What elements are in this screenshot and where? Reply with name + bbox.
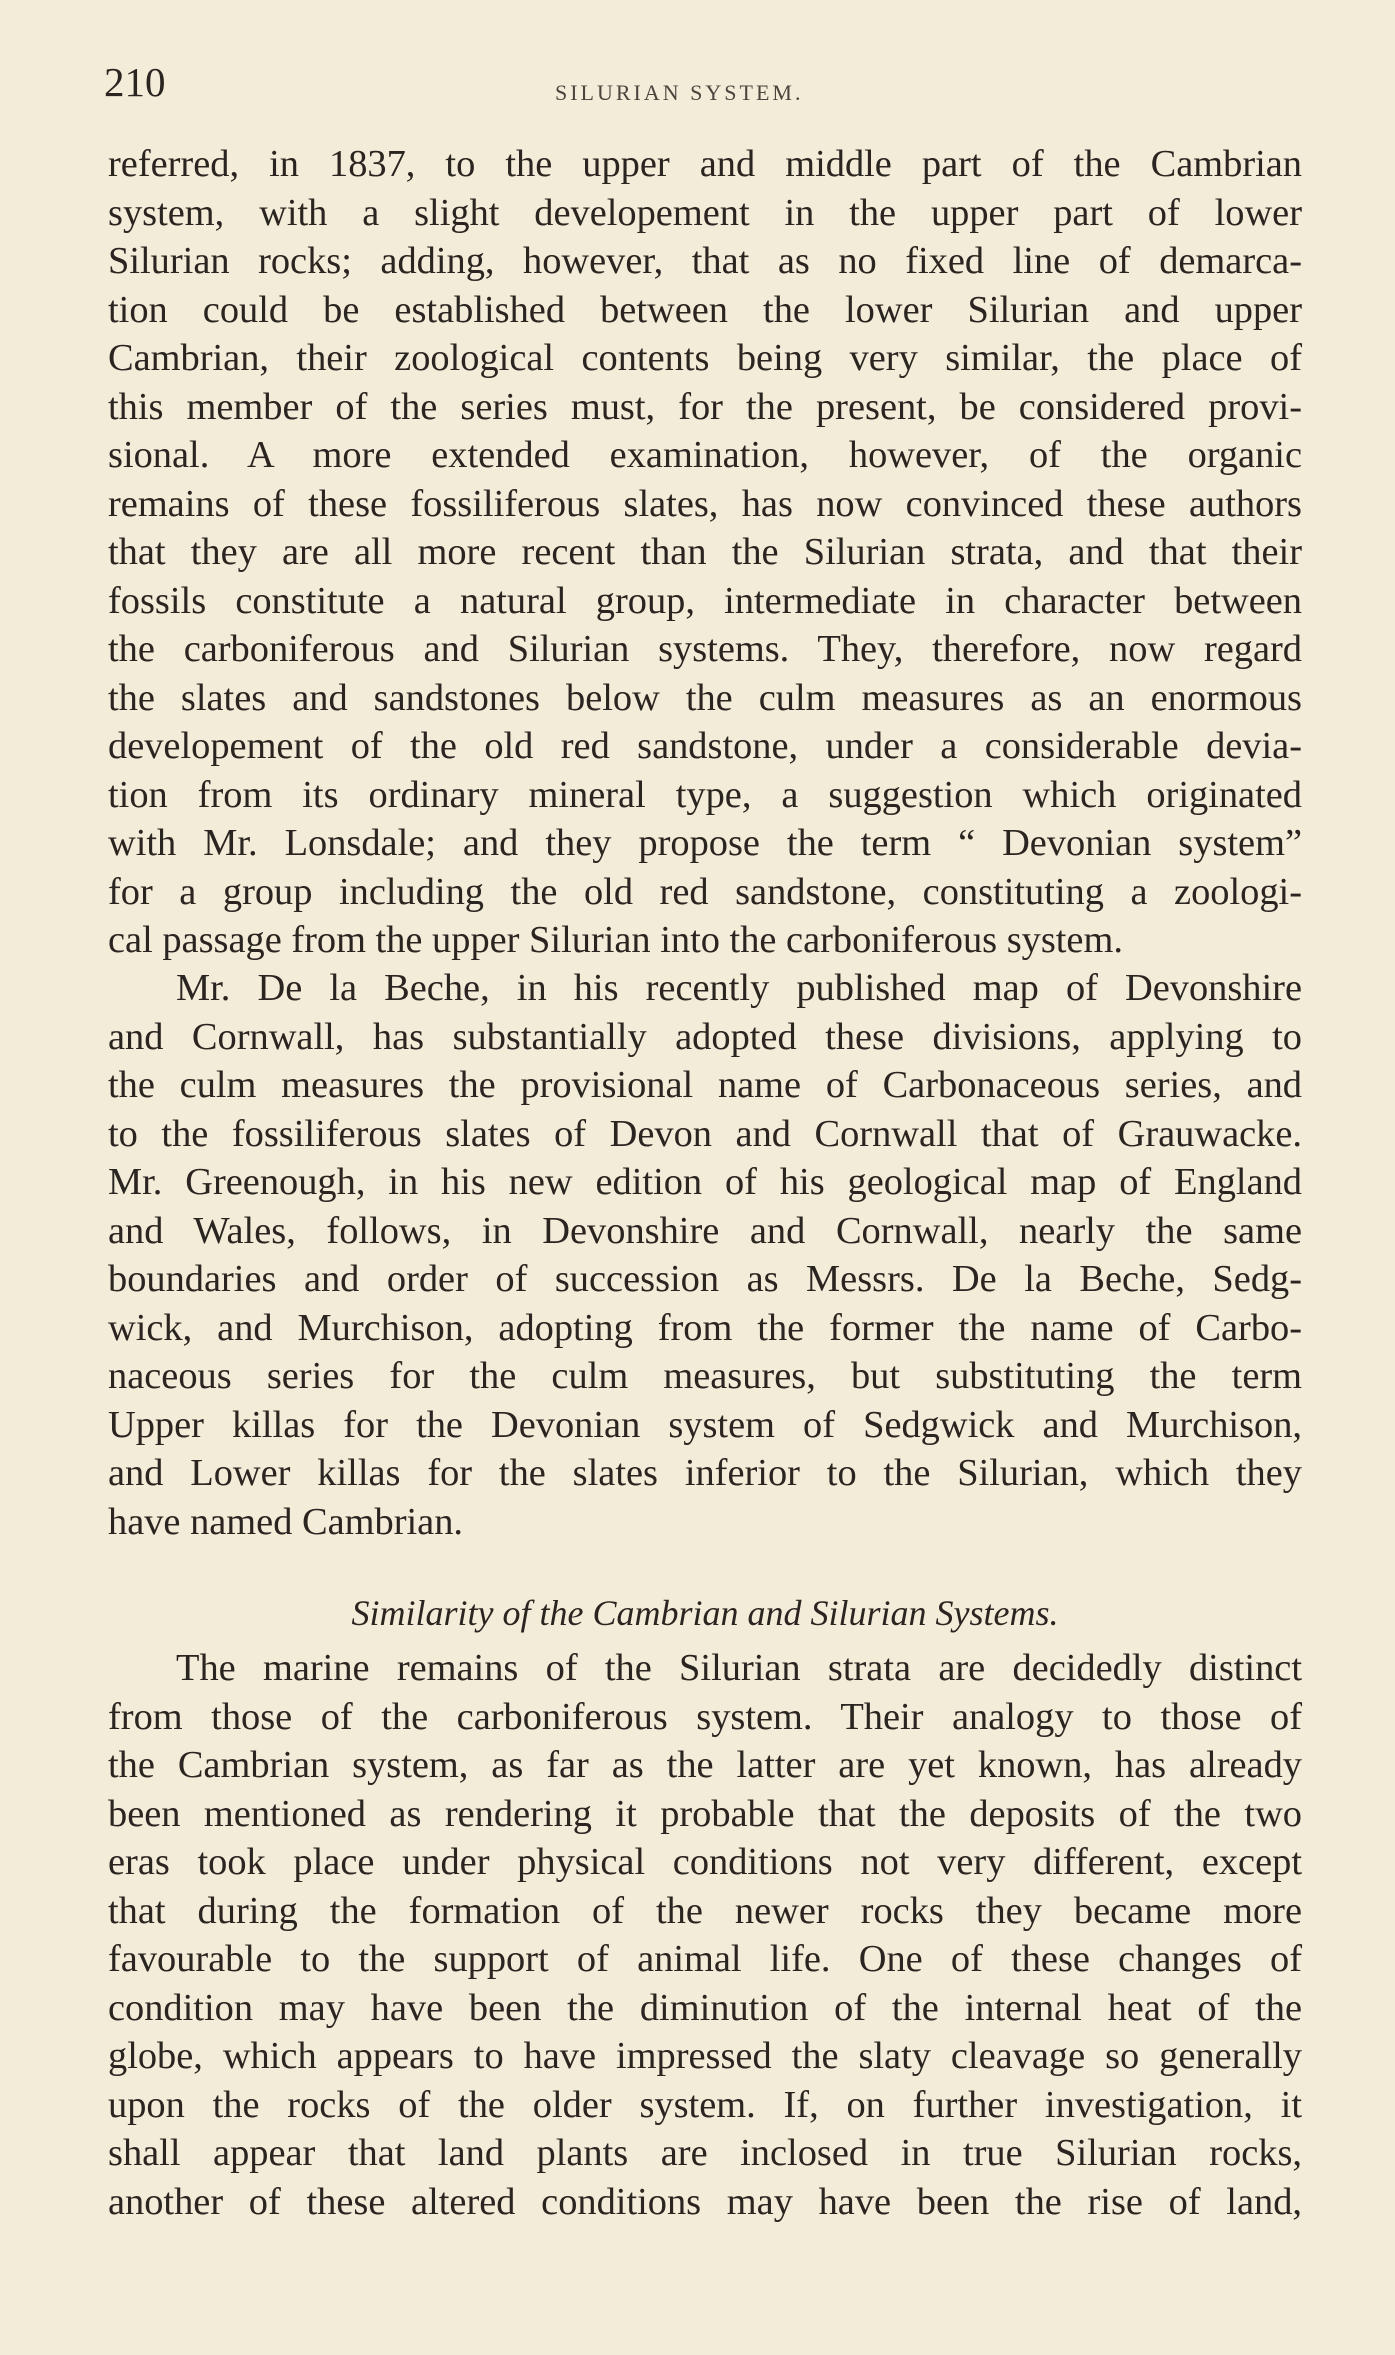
text-line: and Lower killas for the slates inferior to the Silurian, which they [108, 1452, 1302, 1494]
text-line: fossils constitute a natural group, intermediate in character between [108, 579, 1302, 622]
text-line: for a group including the old red sandstone, constituting a zoologi- [108, 870, 1302, 913]
text-line: Cambrian, their zoological contents being very similar, the place of [108, 337, 1302, 379]
text-line: developement of the old red sandstone, under a considerable devia- [108, 725, 1302, 767]
text-line: that during the formation of the newer rocks they became more [108, 1889, 1302, 1932]
text-line: boundaries and order of succession as Messrs. De la Beche, Sedg- [108, 1258, 1302, 1300]
text-line: tion could be established between the lower Silurian and upper [108, 288, 1302, 331]
section-heading: Similarity of the Cambrian and Silurian Systems. [351, 1593, 1059, 1633]
text-line: naceous series for the culm measures, but substituting the term [108, 1355, 1302, 1397]
text-line: the carboniferous and Silurian systems. They, therefore, now regard [108, 628, 1302, 670]
text-line: the culm measures the provisional name of Carbonaceous series, and [108, 1064, 1302, 1106]
text-line: wick, and Murchison, adopting from the former the name of Carbo- [108, 1306, 1302, 1349]
text-line: The marine remains of the Silurian strata are decidedly distinct [176, 1647, 1302, 1689]
running-head: SILURIAN SYSTEM. [555, 80, 804, 105]
text-line: have named Cambrian. [108, 1500, 463, 1543]
paragraph-2 [108, 964, 1302, 1546]
text-line: globe, which appears to have impressed the slaty cleavage so generally [108, 2035, 1302, 2077]
text-line: cal passage from the upper Silurian into the carboniferous system. [108, 919, 1123, 961]
text-line: remains of these fossiliferous slates, has now convinced these authors [108, 482, 1302, 525]
text-line: the Cambrian system, as far as the latter are yet known, has already [108, 1744, 1302, 1786]
text-line: upon the rocks of the older system. If, on further investigation, it [108, 2083, 1302, 2126]
text-line: and Wales, follows, in Devonshire and Cornwall, nearly the same [108, 1209, 1302, 1252]
text-line: system, with a slight developement in the upper part of lower [108, 191, 1302, 234]
text-line: sional. A more extended examination, however, of the organic [108, 434, 1302, 476]
page-header [104, 58, 1302, 108]
text-line: referred, in 1837, to the upper and middle part of the Cambrian [108, 143, 1302, 185]
text-line: with Mr. Lonsdale; and they propose the term “ Devonian system” [108, 822, 1302, 864]
paragraph-3 [108, 1644, 1302, 2226]
text-line: tion from its ordinary mineral type, a suggestion which originated [108, 773, 1302, 816]
text-line: Mr. De la Beche, in his recently published map of Devonshire [176, 967, 1302, 1009]
text-line: and Cornwall, has substantially adopted these divisions, applying to [108, 1015, 1302, 1058]
text-line: the slates and sandstones below the culm measures as an enormous [108, 676, 1302, 719]
text-line: to the fossiliferous slates of Devon and Cornwall that of Grauwacke. [108, 1112, 1302, 1155]
text-line: favourable to the support of animal life. One of these changes of [108, 1938, 1302, 1980]
page-number: 210 [104, 59, 166, 105]
text-line: shall appear that land plants are inclosed in true Silurian rocks, [108, 2132, 1302, 2174]
text-line: Silurian rocks; adding, however, that as no fixed line of demarca- [108, 240, 1302, 282]
paragraph-1 [108, 140, 1302, 965]
text-line: Upper killas for the Devonian system of Sedgwick and Murchison, [108, 1403, 1302, 1446]
text-line: from those of the carboniferous system. Their analogy to those of [108, 1695, 1302, 1738]
text-line: eras took place under physical conditions not very different, except [108, 1841, 1302, 1883]
text-line: condition may have been the diminution of the internal heat of the [108, 1986, 1302, 2029]
text-line: been mentioned as rendering it probable that the deposits of the two [108, 1792, 1302, 1835]
text-line: another of these altered conditions may have been the rise of land, [108, 2180, 1302, 2223]
text-line: Mr. Greenough, in his new edition of his geological map of England [108, 1161, 1302, 1203]
text-line: this member of the series must, for the present, be considered provi- [108, 385, 1302, 428]
text-line: that they are all more recent than the Silurian strata, and that their [108, 531, 1302, 573]
